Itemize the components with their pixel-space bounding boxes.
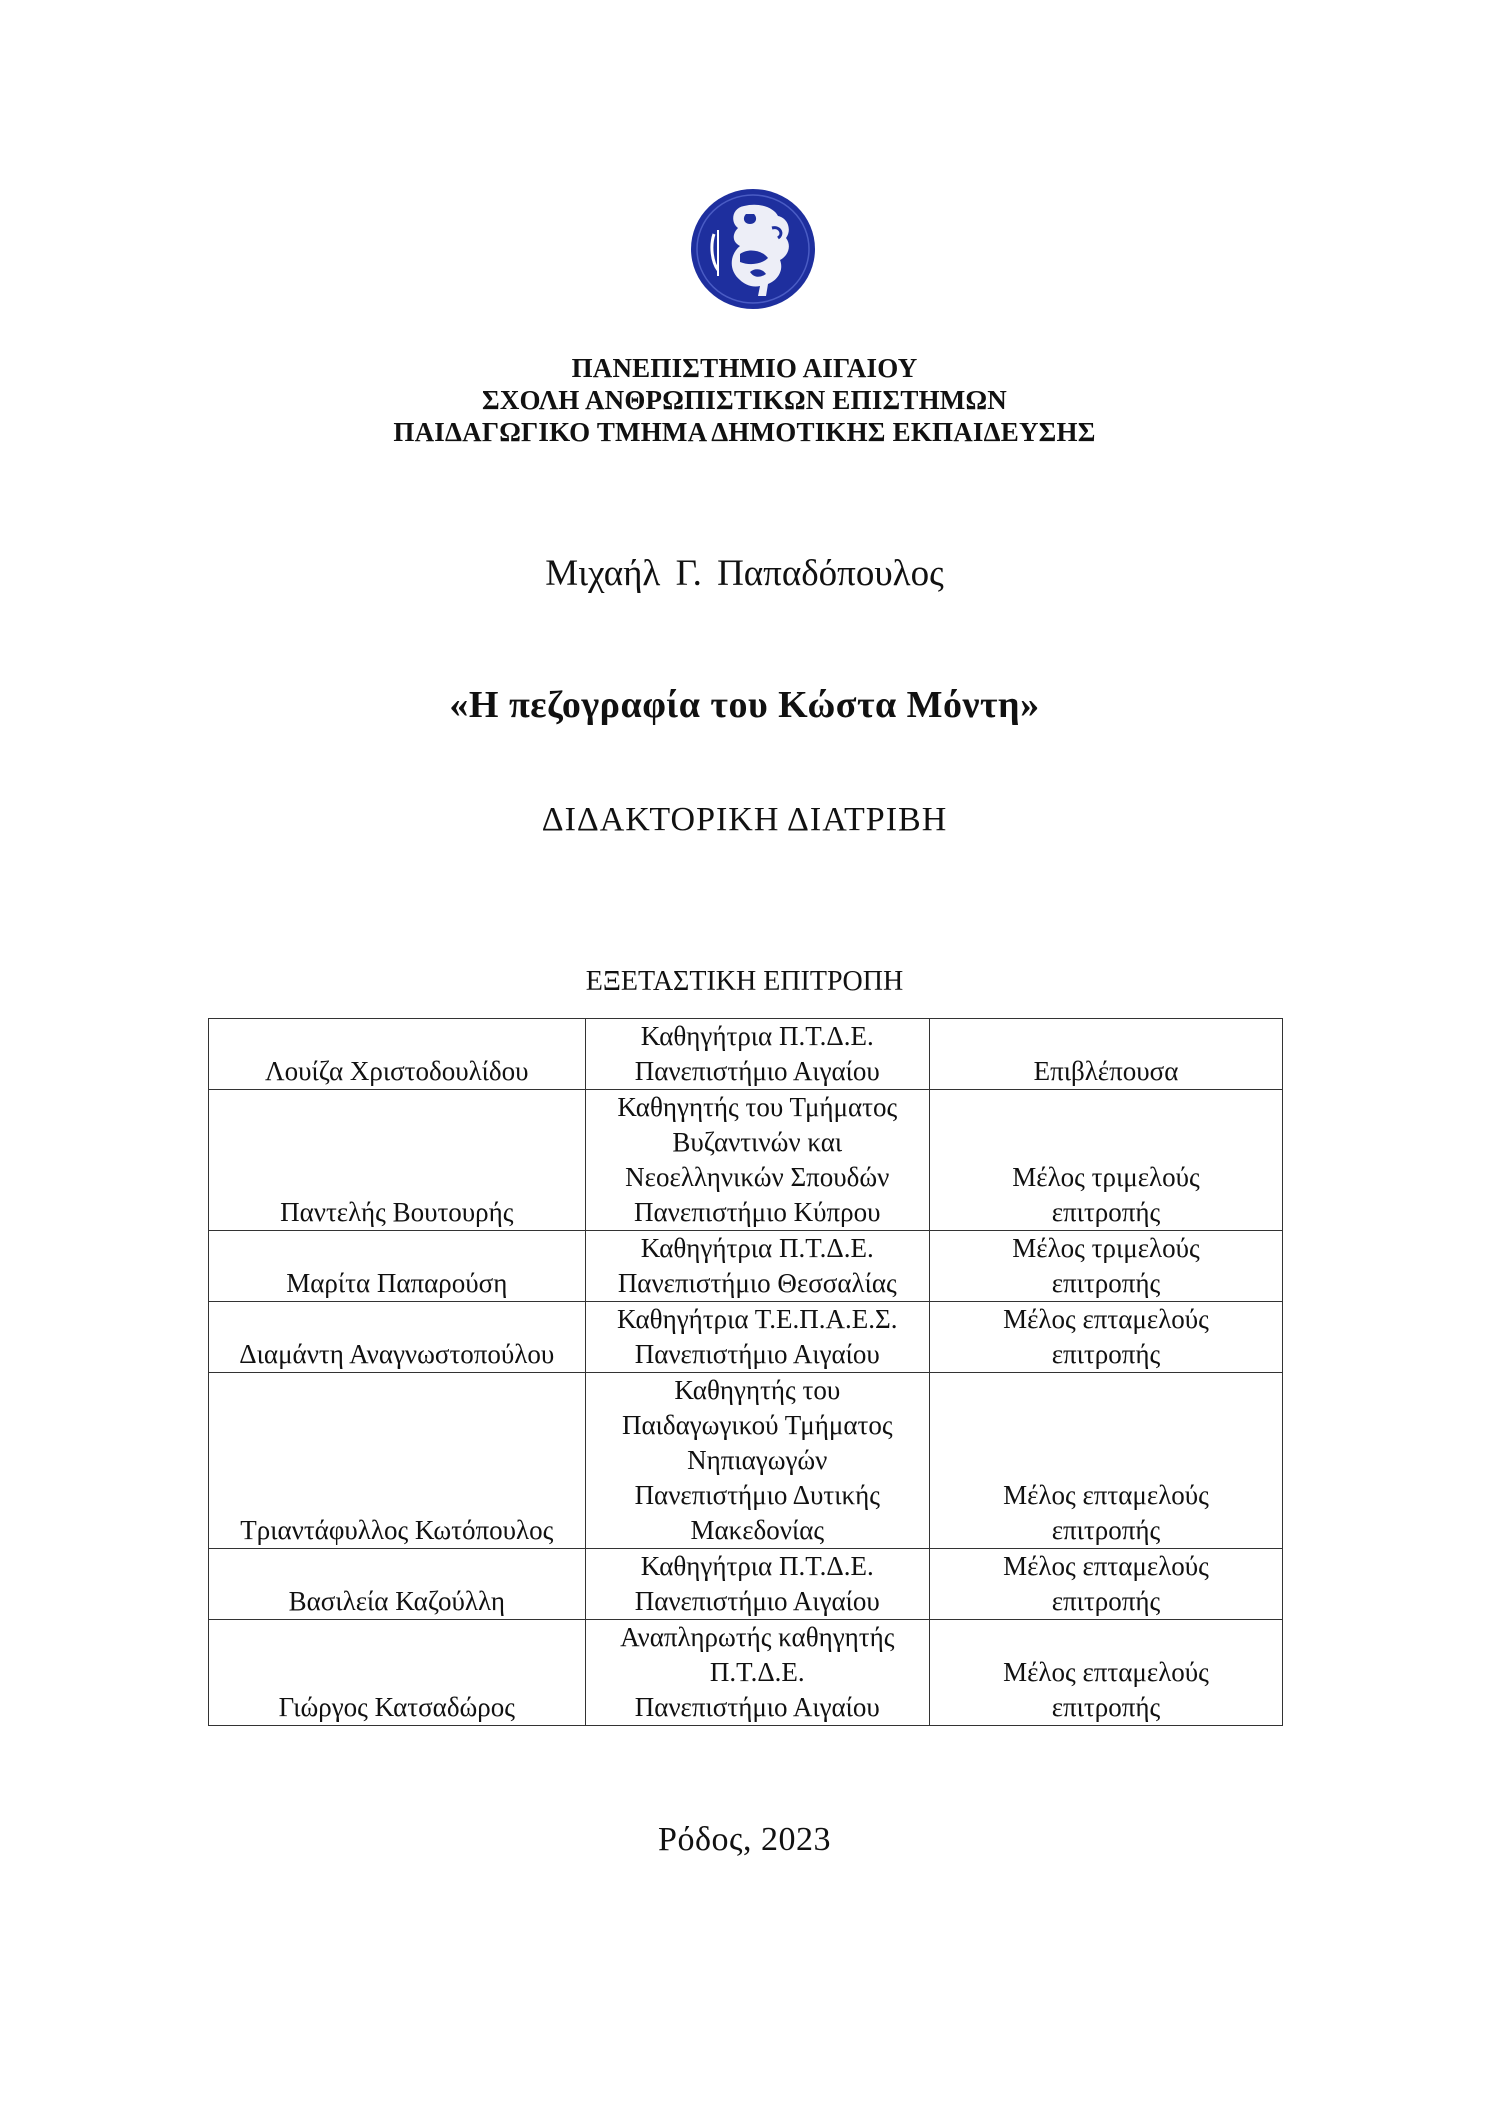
affiliation-line: Καθηγήτρια Π.Τ.Δ.Ε. — [640, 1021, 874, 1051]
role-line: Επιβλέπουσα — [1033, 1056, 1179, 1086]
affiliation-line: Παιδαγωγικού Τμήματος — [621, 1410, 893, 1440]
table-row — [209, 1620, 1283, 1726]
university-name: ΠΑΝΕΠΙΣΤΗΜΙΟ ΑΙΓΑΙΟΥ — [571, 353, 918, 383]
member-name: Βασιλεία Καζούλλη — [209, 1549, 586, 1620]
dissertation-title: «Η πεζογραφία του Κώστα Μόντη» — [449, 684, 1040, 726]
university-seal-logo — [688, 184, 818, 314]
member-role — [929, 1090, 1282, 1231]
affiliation-line: Πανεπιστήμιο Αιγαίου — [634, 1586, 880, 1616]
member-affiliation — [585, 1302, 929, 1373]
affiliation-line: Καθηγητής του Τμήματος — [617, 1092, 898, 1122]
role-line: επιτροπής — [1051, 1692, 1161, 1722]
role-line: επιτροπής — [1051, 1268, 1161, 1298]
role-line: επιτροπής — [1051, 1586, 1161, 1616]
member-name: Λουίζα Χριστοδουλίδου — [209, 1019, 586, 1090]
table-row — [209, 1549, 1283, 1620]
place-and-date: Ρόδος, 2023 — [658, 1821, 831, 1858]
member-affiliation — [585, 1549, 929, 1620]
document-type: ΔΙΔΑΚΤΟΡΙΚΗ ΔΙΑΤΡΙΒΗ — [541, 801, 948, 838]
affiliation-line: Νεοελληνικών Σπουδών — [625, 1162, 890, 1192]
role-line: επιτροπής — [1051, 1515, 1161, 1545]
member-name: Τριαντάφυλλος Κωτόπουλος — [209, 1373, 586, 1549]
role-line: Μέλος τριμελούς — [1012, 1233, 1200, 1263]
table-row — [209, 1302, 1283, 1373]
affiliation-line: Καθηγητής του — [674, 1375, 841, 1405]
table-row — [209, 1090, 1283, 1231]
committee-heading: ΕΞΕΤΑΣΤΙΚΗ ΕΠΙΤΡΟΠΗ — [585, 966, 904, 997]
affiliation-line: Πανεπιστήμιο Αιγαίου — [634, 1056, 880, 1086]
affiliation-line: Πανεπιστήμιο Θεσσαλίας — [617, 1268, 897, 1298]
affiliation-line: Βυζαντινών και — [672, 1127, 843, 1157]
role-line: επιτροπής — [1051, 1339, 1161, 1369]
role-line: Μέλος επταμελούς — [1003, 1657, 1209, 1687]
member-name: Διαμάντη Αναγνωστοπούλου — [209, 1302, 586, 1373]
affiliation-line: Πανεπιστήμιο Κύπρου — [634, 1197, 881, 1227]
member-role — [929, 1620, 1282, 1726]
affiliation-line: Πανεπιστήμιο Αιγαίου — [634, 1692, 880, 1722]
author-name: Μιχαήλ Γ. Παπαδόπουλος — [545, 553, 944, 594]
member-role — [929, 1231, 1282, 1302]
member-affiliation — [585, 1373, 929, 1549]
member-name: Γιώργος Κατσαδώρος — [209, 1620, 586, 1726]
member-name: Μαρίτα Παπαρούση — [209, 1231, 586, 1302]
affiliation-line: Καθηγήτρια Τ.Ε.Π.Α.Ε.Σ. — [617, 1304, 898, 1334]
role-line: Μέλος επταμελούς — [1003, 1304, 1209, 1334]
affiliation-line: Πανεπιστήμιο Δυτικής — [634, 1480, 880, 1510]
member-affiliation — [585, 1620, 929, 1726]
member-role — [929, 1373, 1282, 1549]
affiliation-line: Αναπληρωτής καθηγητής — [620, 1622, 895, 1652]
member-name: Παντελής Βουτουρής — [209, 1090, 586, 1231]
department-name: ΠΑΙΔΑΓΩΓΙΚΟ ΤΜΗΜΑ ΔΗΜΟΤΙΚΗΣ ΕΚΠΑΙΔΕΥΣΗΣ — [393, 417, 1096, 447]
table-row — [209, 1019, 1283, 1090]
affiliation-line: Μακεδονίας — [690, 1515, 825, 1545]
member-role — [929, 1549, 1282, 1620]
affiliation-line: Πανεπιστήμιο Αιγαίου — [634, 1339, 880, 1369]
affiliation-line: Καθηγήτρια Π.Τ.Δ.Ε. — [640, 1233, 874, 1263]
school-name: ΣΧΟΛΗ ΑΝΘΡΩΠΙΣΤΙΚΩΝ ΕΠΙΣΤΗΜΩΝ — [481, 385, 1008, 415]
role-line: Μέλος επταμελούς — [1003, 1551, 1209, 1581]
member-affiliation — [585, 1231, 929, 1302]
affiliation-line: Νηπιαγωγών — [687, 1445, 828, 1475]
member-affiliation — [585, 1090, 929, 1231]
table-row — [209, 1373, 1283, 1549]
member-role — [929, 1302, 1282, 1373]
affiliation-line: Καθηγήτρια Π.Τ.Δ.Ε. — [640, 1551, 874, 1581]
committee-table — [208, 1018, 1283, 1726]
member-affiliation — [585, 1019, 929, 1090]
member-role — [929, 1019, 1282, 1090]
role-line: Μέλος επταμελούς — [1003, 1480, 1209, 1510]
affiliation-line: Π.Τ.Δ.Ε. — [709, 1657, 805, 1687]
table-row — [209, 1231, 1283, 1302]
role-line: Μέλος τριμελούς — [1012, 1162, 1200, 1192]
role-line: επιτροπής — [1051, 1197, 1161, 1227]
